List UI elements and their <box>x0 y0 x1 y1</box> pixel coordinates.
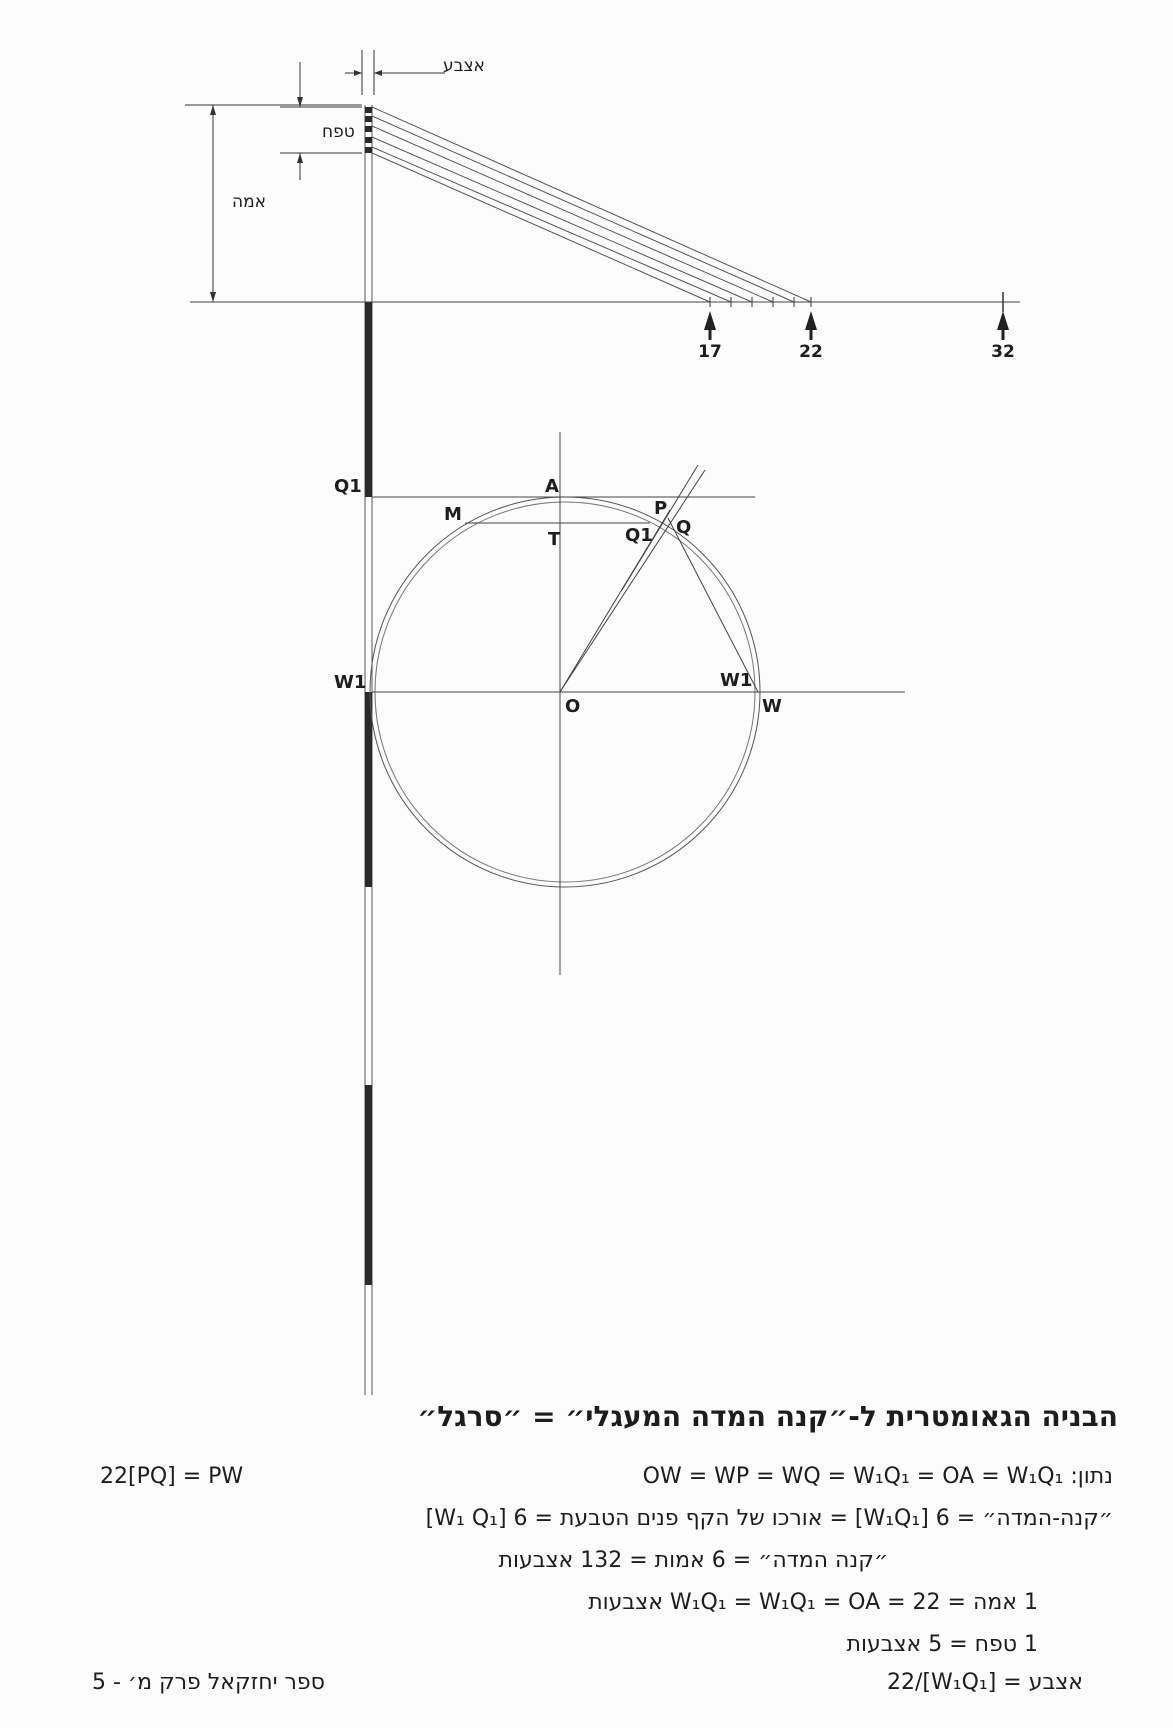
kaneh-line: ״קנה-המדה״ = 6 [W₁Q₁] = אורכו של הקף פנים הטבעת = 6 [W₁ Q₁] <box>425 1506 1113 1531</box>
scale-line <box>190 107 1020 340</box>
tefach-dimension <box>280 62 362 180</box>
amah-line: 1 אמה = W₁Q₁ = W₁Q₁ = OA = 22 אצבעות <box>588 1590 1038 1615</box>
point-a: A <box>545 476 559 497</box>
etzba-line: אצבע = [W₁Q₁]/22 <box>887 1670 1083 1695</box>
tick-label-17: 17 <box>698 342 722 362</box>
point-m: M <box>444 504 462 525</box>
footer-source: ספר יחזקאל פרק מ׳ - 5 <box>92 1670 325 1695</box>
point-q1-left: Q1 <box>334 476 362 497</box>
point-t: T <box>548 529 561 550</box>
point-p: P <box>654 498 668 519</box>
tick-label-32: 32 <box>991 342 1015 362</box>
tefach-line: 1 טפח = 5 אצבעות <box>846 1632 1038 1657</box>
point-o: O <box>565 696 581 717</box>
point-w: W <box>762 696 782 717</box>
point-q1-inner: Q1 <box>625 525 653 546</box>
tefach-label: טפח <box>322 122 355 142</box>
tick-label-22: 22 <box>799 342 823 362</box>
point-q: Q <box>676 517 692 538</box>
caption <box>48 1400 1118 1445</box>
measuring-rod <box>365 105 372 1395</box>
caption-title: הבניה הגאומטרית ל-״קנה המדה המעגלי״ = ״סרגל״ <box>417 1400 1118 1433</box>
point-w1-right: W1 <box>720 670 753 691</box>
etzba-label: אצבע <box>443 56 485 76</box>
given-line: נתון: OW = WP = WQ = W₁Q₁ = OA = W₁Q₁ <box>642 1464 1113 1489</box>
etzba-dimension <box>345 50 445 95</box>
given-line-arc: 22[PQ] = PW <box>100 1464 244 1489</box>
kaneh-amot-line: ״קנה המדה״ = 6 אמות = 132 אצבעות <box>498 1548 888 1573</box>
point-w1-left: W1 <box>334 672 367 693</box>
amah-label: אמה <box>232 192 267 212</box>
